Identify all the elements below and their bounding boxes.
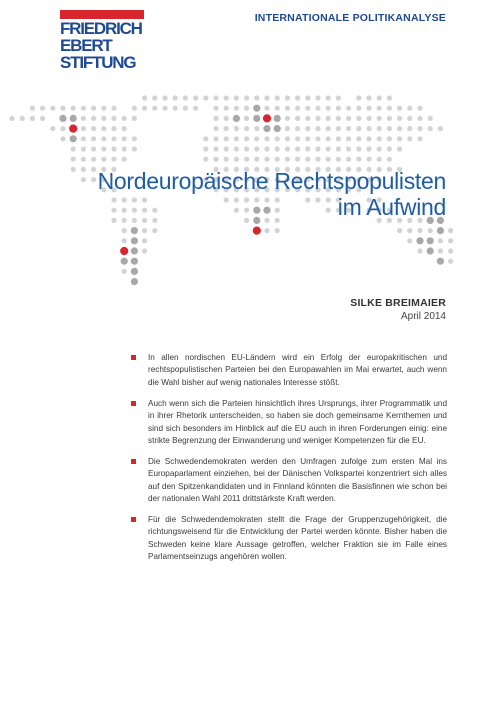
map-dot: [132, 146, 137, 151]
map-dot: [30, 106, 35, 111]
map-dot: [70, 135, 77, 142]
map-dot: [305, 146, 310, 151]
map-dot: [213, 116, 218, 121]
map-dot: [275, 228, 280, 233]
map-dot: [101, 106, 106, 111]
map-dot: [326, 157, 331, 162]
map-dot: [377, 126, 382, 131]
map-dot: [111, 157, 116, 162]
map-dot: [417, 228, 422, 233]
map-dot: [295, 106, 300, 111]
map-dot: [244, 136, 249, 141]
summary-bullet: [131, 398, 447, 448]
map-dot: [407, 116, 412, 121]
map-dot: [377, 136, 382, 141]
map-dot: [366, 126, 371, 131]
map-dot: [275, 136, 280, 141]
map-dot: [122, 126, 127, 131]
map-dot: [233, 115, 240, 122]
map-dot: [70, 115, 77, 122]
map-dot: [111, 116, 116, 121]
map-dot: [142, 248, 147, 253]
map-dot: [448, 248, 453, 253]
map-dot: [346, 126, 351, 131]
map-dot: [142, 95, 147, 100]
map-dot: [30, 116, 35, 121]
bullet-text: In allen nordischen EU-Ländern wird ein Erfolg der europakritischen und rechtspopulistischen Parteien bei den Europawahlen im Mai erwartet, auch wenn die Wahl bisher auf wenig nationales Interesse stößt.: [148, 353, 447, 387]
map-dot: [397, 136, 402, 141]
map-dot: [224, 136, 229, 141]
map-dot: [224, 146, 229, 151]
map-dot: [254, 126, 259, 131]
map-dot: [346, 116, 351, 121]
map-dot: [274, 125, 281, 132]
map-dot: [427, 247, 434, 254]
logo-line-3: STIFTUNG: [60, 53, 136, 72]
map-dot: [224, 126, 229, 131]
map-dot: [285, 157, 290, 162]
map-dot: [101, 136, 106, 141]
map-dot: [142, 106, 147, 111]
map-dot: [295, 116, 300, 121]
map-dot: [285, 106, 290, 111]
map-dot: [264, 157, 269, 162]
map-dot: [203, 136, 208, 141]
bullet-text: Für die Schwedendemokraten stellt die Frage der Gruppenzugehörigkeit, die richtungsweisend für die Entwicklung der Partei werden könnte. Bisher haben die Schweden keine klare Aussage getroffen, welcher Fraktion sie im Falle eines Parlamentseinzugs angehören wollen.: [148, 514, 447, 562]
map-dot: [356, 157, 361, 162]
map-dot: [377, 95, 382, 100]
map-dot: [253, 105, 260, 112]
map-dot: [91, 167, 96, 172]
map-dot: [162, 95, 167, 100]
map-dot: [377, 116, 382, 121]
map-dot: [407, 106, 412, 111]
map-dot: [356, 95, 361, 100]
map-dot: [254, 95, 259, 100]
map-dot: [315, 157, 320, 162]
map-dot: [356, 126, 361, 131]
map-dot: [224, 116, 229, 121]
map-dot: [71, 146, 76, 151]
map-dot: [387, 95, 392, 100]
map-dot: [111, 106, 116, 111]
bullet-square-icon: [131, 355, 136, 360]
map-dot: [448, 228, 453, 233]
map-dot: [234, 146, 239, 151]
map-dot: [224, 95, 229, 100]
map-dot: [285, 126, 290, 131]
map-dot: [315, 106, 320, 111]
map-dot: [71, 106, 76, 111]
map-dot: [326, 95, 331, 100]
map-dot: [203, 95, 208, 100]
bullet-square-icon: [131, 517, 136, 522]
map-dot: [366, 136, 371, 141]
map-dot: [254, 146, 259, 151]
map-dot: [346, 136, 351, 141]
map-dot: [131, 278, 138, 285]
map-dot: [346, 106, 351, 111]
map-dot: [60, 136, 65, 141]
map-dot: [253, 115, 260, 122]
map-dot: [50, 126, 55, 131]
map-dot: [101, 146, 106, 151]
map-dot: [91, 126, 96, 131]
map-dot: [122, 116, 127, 121]
summary-bullet: [131, 514, 447, 564]
map-dot: [326, 126, 331, 131]
map-dot: [387, 157, 392, 162]
map-dot: [59, 115, 66, 122]
map-highlight-dot: [263, 114, 271, 122]
map-dot: [142, 238, 147, 243]
map-dot: [285, 146, 290, 151]
map-dot: [254, 136, 259, 141]
map-dot: [336, 136, 341, 141]
map-dot: [285, 116, 290, 121]
map-dot: [315, 136, 320, 141]
map-dot: [152, 228, 157, 233]
map-dot: [131, 247, 138, 254]
map-dot: [111, 126, 116, 131]
map-dot: [173, 106, 178, 111]
map-dot: [152, 95, 157, 100]
map-dot: [244, 95, 249, 100]
map-dot: [366, 106, 371, 111]
map-dot: [152, 106, 157, 111]
map-dot: [244, 157, 249, 162]
map-dot: [162, 106, 167, 111]
map-dot: [81, 177, 86, 182]
map-dot: [356, 136, 361, 141]
map-highlight-dot: [120, 247, 128, 255]
bullet-square-icon: [131, 401, 136, 406]
map-dot: [326, 136, 331, 141]
map-dot: [244, 146, 249, 151]
map-dot: [366, 146, 371, 151]
map-dot: [387, 116, 392, 121]
map-dot: [183, 95, 188, 100]
map-dot: [254, 157, 259, 162]
map-dot: [183, 106, 188, 111]
bullet-text: Die Schwedendemokraten werden den Umfragen zufolge zum ersten Mal ins Europaparlament einziehen, bei der Dänischen Volkspartei konzentriert sich alles auf den Spitzenkandidaten und in Finnland könnten die Basisfinnen wie schon bei der nationalen Wahl 2011 drittstärkste Kraft werden.: [148, 456, 447, 504]
map-dot: [9, 116, 14, 121]
map-dot: [213, 126, 218, 131]
map-dot: [387, 126, 392, 131]
map-dot: [407, 238, 412, 243]
map-dot: [111, 136, 116, 141]
map-dot: [264, 95, 269, 100]
summary-bullet: [131, 352, 447, 389]
map-dot: [407, 228, 412, 233]
map-dot: [377, 157, 382, 162]
map-dot: [264, 146, 269, 151]
map-dot: [122, 146, 127, 151]
map-dot: [366, 157, 371, 162]
map-dot: [244, 126, 249, 131]
map-dot: [448, 259, 453, 264]
map-dot: [101, 157, 106, 162]
map-dot: [285, 136, 290, 141]
map-dot: [407, 136, 412, 141]
series-label: INTERNATIONALE POLITIKANALYSE: [254, 12, 446, 24]
map-dot: [101, 126, 106, 131]
map-dot: [81, 146, 86, 151]
map-dot: [91, 106, 96, 111]
map-dot: [305, 95, 310, 100]
map-dot: [60, 106, 65, 111]
map-dot: [111, 146, 116, 151]
map-dot: [50, 106, 55, 111]
map-dot: [142, 228, 147, 233]
map-dot: [315, 95, 320, 100]
map-dot: [295, 146, 300, 151]
map-dot: [397, 146, 402, 151]
map-dot: [224, 157, 229, 162]
map-dot: [305, 106, 310, 111]
map-dot: [387, 136, 392, 141]
map-dot: [274, 115, 281, 122]
map-dot: [234, 126, 239, 131]
map-dot: [295, 126, 300, 131]
map-dot: [366, 95, 371, 100]
map-dot: [203, 157, 208, 162]
map-dot: [417, 248, 422, 253]
map-dot: [122, 228, 127, 233]
map-dot: [336, 157, 341, 162]
map-dot: [275, 106, 280, 111]
map-dot: [132, 136, 137, 141]
map-dot: [263, 125, 270, 132]
map-dot: [122, 136, 127, 141]
map-dot: [428, 126, 433, 131]
map-dot: [305, 126, 310, 131]
map-dot: [417, 106, 422, 111]
map-dot: [326, 116, 331, 121]
map-dot: [377, 146, 382, 151]
map-dot: [377, 106, 382, 111]
map-dot: [315, 116, 320, 121]
map-dot: [81, 116, 86, 121]
map-dot: [397, 106, 402, 111]
map-dot: [356, 146, 361, 151]
map-dot: [285, 95, 290, 100]
map-highlight-dot: [69, 125, 77, 133]
map-dot: [264, 106, 269, 111]
map-dot: [173, 95, 178, 100]
map-dot: [416, 237, 423, 244]
summary-bullet: [131, 456, 447, 506]
map-dot: [275, 157, 280, 162]
map-dot: [437, 227, 444, 234]
map-dot: [213, 146, 218, 151]
map-dot: [224, 106, 229, 111]
map-dot: [81, 126, 86, 131]
map-highlight-dot: [253, 227, 261, 235]
map-dot: [428, 228, 433, 233]
map-dot: [81, 167, 86, 172]
map-dot: [305, 157, 310, 162]
map-dot: [448, 238, 453, 243]
map-dot: [326, 106, 331, 111]
map-dot: [234, 157, 239, 162]
map-dot: [356, 116, 361, 121]
summary-bullets: [131, 352, 447, 572]
map-dot: [121, 258, 128, 265]
map-dot: [20, 116, 25, 121]
map-dot: [356, 106, 361, 111]
map-dot: [417, 116, 422, 121]
map-dot: [417, 136, 422, 141]
map-dot: [81, 157, 86, 162]
map-dot: [387, 106, 392, 111]
title-line-1: Nordeuropäische Rechtspopulisten: [97, 168, 446, 194]
title-line-2: im Aufwind: [337, 194, 446, 220]
map-dot: [203, 146, 208, 151]
map-dot: [132, 116, 137, 121]
map-dot: [81, 106, 86, 111]
map-dot: [275, 146, 280, 151]
map-dot: [213, 95, 218, 100]
map-dot: [244, 106, 249, 111]
map-dot: [305, 116, 310, 121]
publication-date: April 2014: [400, 311, 446, 322]
map-dot: [397, 126, 402, 131]
bullet-text: Auch wenn sich die Parteien hinsichtlich ihres Ursprungs, ihrer Programmatik und in ihrer Rhetorik unterscheiden, so haben sie doch gemeinsame Kernthemen und sind sich besonders im Hinblick auf die EU auch in ihren Forderungen einig: eine strikte Begrenzung der Einwanderung und weniger Kompetenzen für die EU.: [148, 398, 447, 445]
map-dot: [91, 116, 96, 121]
map-dot: [428, 116, 433, 121]
map-dot: [315, 126, 320, 131]
map-dot: [131, 237, 138, 244]
map-dot: [295, 136, 300, 141]
map-dot: [122, 157, 127, 162]
dotted-world-map: [0, 0, 504, 330]
map-dot: [193, 106, 198, 111]
map-dot: [40, 116, 45, 121]
map-dot: [336, 95, 341, 100]
page-title: [98, 168, 446, 220]
map-dot: [122, 269, 127, 274]
map-dot: [91, 136, 96, 141]
map-dot: [336, 126, 341, 131]
map-dot: [437, 258, 444, 265]
map-dot: [193, 95, 198, 100]
map-dot: [315, 146, 320, 151]
map-dot: [326, 146, 331, 151]
map-dot: [366, 116, 371, 121]
map-dot: [438, 248, 443, 253]
map-dot: [417, 126, 422, 131]
map-dot: [213, 157, 218, 162]
map-dot: [346, 157, 351, 162]
map-dot: [305, 136, 310, 141]
logo-line-1: FRIEDRICH: [60, 19, 142, 38]
map-dot: [234, 136, 239, 141]
map-dot: [213, 106, 218, 111]
map-dot: [397, 228, 402, 233]
logo-line-2: EBERT: [60, 36, 112, 55]
map-dot: [264, 228, 269, 233]
map-dot: [132, 106, 137, 111]
map-dot: [131, 258, 138, 265]
map-dot: [387, 146, 392, 151]
map-dot: [122, 238, 127, 243]
map-dot: [81, 136, 86, 141]
map-dot: [40, 106, 45, 111]
map-dot: [131, 227, 138, 234]
map-dot: [346, 146, 351, 151]
map-dot: [60, 126, 65, 131]
map-dot: [213, 136, 218, 141]
author-name: SILKE BREIMAIER: [350, 297, 446, 309]
map-dot: [244, 116, 249, 121]
map-dot: [336, 116, 341, 121]
map-dot: [407, 126, 412, 131]
map-dot: [336, 106, 341, 111]
map-dot: [438, 238, 443, 243]
map-dot: [438, 126, 443, 131]
map-dot: [234, 95, 239, 100]
map-dot: [234, 106, 239, 111]
map-dot: [71, 157, 76, 162]
map-dot: [91, 146, 96, 151]
map-dot: [295, 157, 300, 162]
map-dot: [264, 136, 269, 141]
map-dot: [275, 95, 280, 100]
map-dot: [91, 177, 96, 182]
map-dot: [427, 237, 434, 244]
map-dot: [336, 146, 341, 151]
map-dot: [397, 116, 402, 121]
map-dot: [101, 116, 106, 121]
bullet-square-icon: [131, 459, 136, 464]
map-dot: [91, 157, 96, 162]
map-dot: [295, 95, 300, 100]
author-block: [350, 297, 446, 322]
map-dot: [131, 268, 138, 275]
map-dot: [71, 167, 76, 172]
